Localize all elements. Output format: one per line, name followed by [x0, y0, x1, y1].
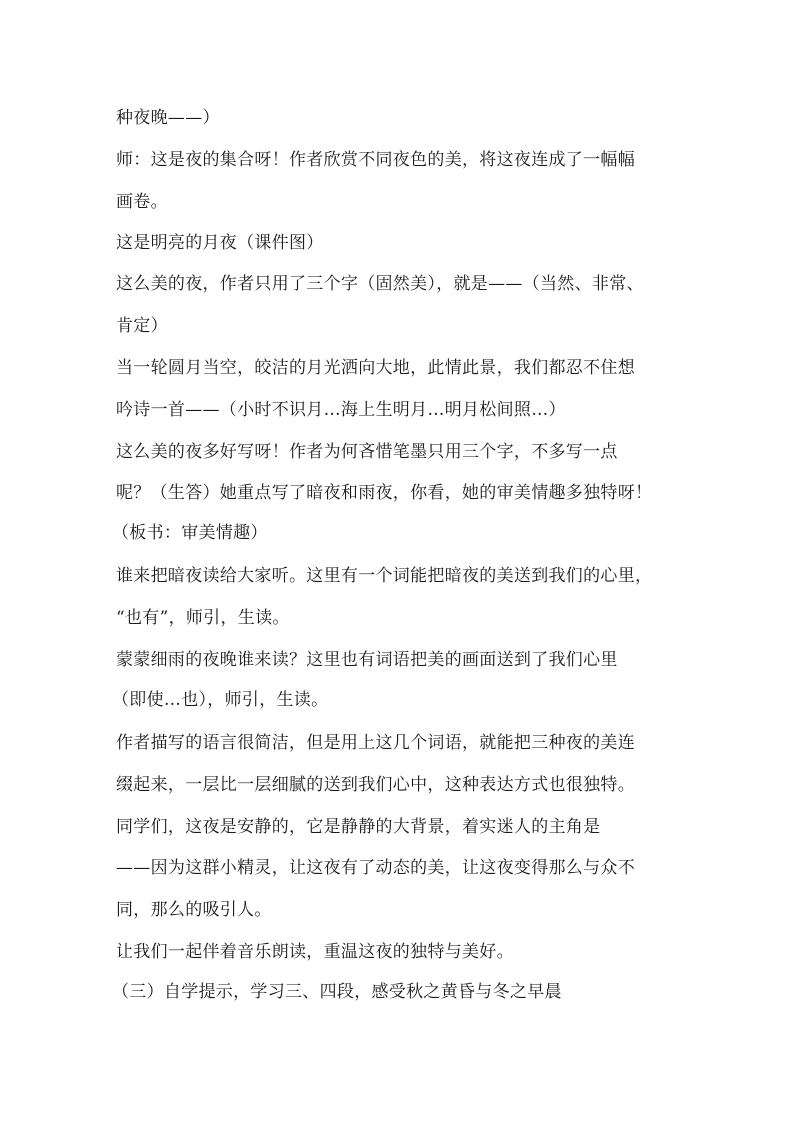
text-line: 作者描写的语言很简洁，但是用上这几个词语，就能把三种夜的美连 — [116, 733, 635, 753]
text-line: ——因为这群小精灵，让这夜有了动态的美，让这夜变得那么与众不 — [116, 858, 635, 878]
text-line: 蒙蒙细雨的夜晚谁来读？这里也有词语把美的画面送到了我们心里 — [116, 650, 618, 670]
text-line: 同学们，这夜是安静的，它是静静的大背景，着实迷人的主角是 — [116, 817, 601, 837]
text-line: 这么美的夜，作者只用了三个字（固然美），就是——（当然、非常、 — [116, 274, 644, 294]
text-line: 当一轮圆月当空，皎洁的月光洒向大地，此情此景，我们都忍不住想 — [116, 358, 635, 378]
text-line: 谁来把暗夜读给大家听。这里有一个词能把暗夜的美送到我们的心里， — [116, 566, 653, 586]
text-line: 呢？（生答）她重点写了暗夜和雨夜，你看，她的审美情趣多独特呀！ — [116, 483, 653, 503]
text-line: 这么美的夜多好写呀！作者为何吝惜笔墨只用三个字，不多写一点 — [116, 442, 618, 462]
text-line: “也有”，师引，生读。 — [116, 608, 290, 628]
text-line: 种夜晚——） — [116, 108, 220, 128]
text-line: 这是明亮的月夜（课件图） — [116, 233, 324, 253]
text-line: 吟诗一首——（小时不识月…海上生明月…明月松间照…） — [116, 400, 566, 420]
text-line: 画卷。 — [116, 192, 168, 212]
text-line: 师：这是夜的集合呀！作者欣赏不同夜色的美，将这夜连成了一幅幅 — [116, 150, 635, 170]
text-line: 同，那么的吸引人。 — [116, 900, 272, 920]
text-line: （板书：审美情趣） — [112, 523, 268, 543]
text-line: （即使…也），师引，生读。 — [112, 690, 329, 710]
text-line: 让我们一起伴着音乐朗读，重温这夜的独特与美好。 — [116, 942, 514, 962]
text-line: 缀起来，一层比一层细腻的送到我们心中，这种表达方式也很独特。 — [116, 775, 635, 795]
text-line: （三）自学提示，学习三、四段，感受秋之黄昏与冬之早晨 — [112, 982, 562, 1002]
text-line: 肯定） — [116, 316, 168, 336]
